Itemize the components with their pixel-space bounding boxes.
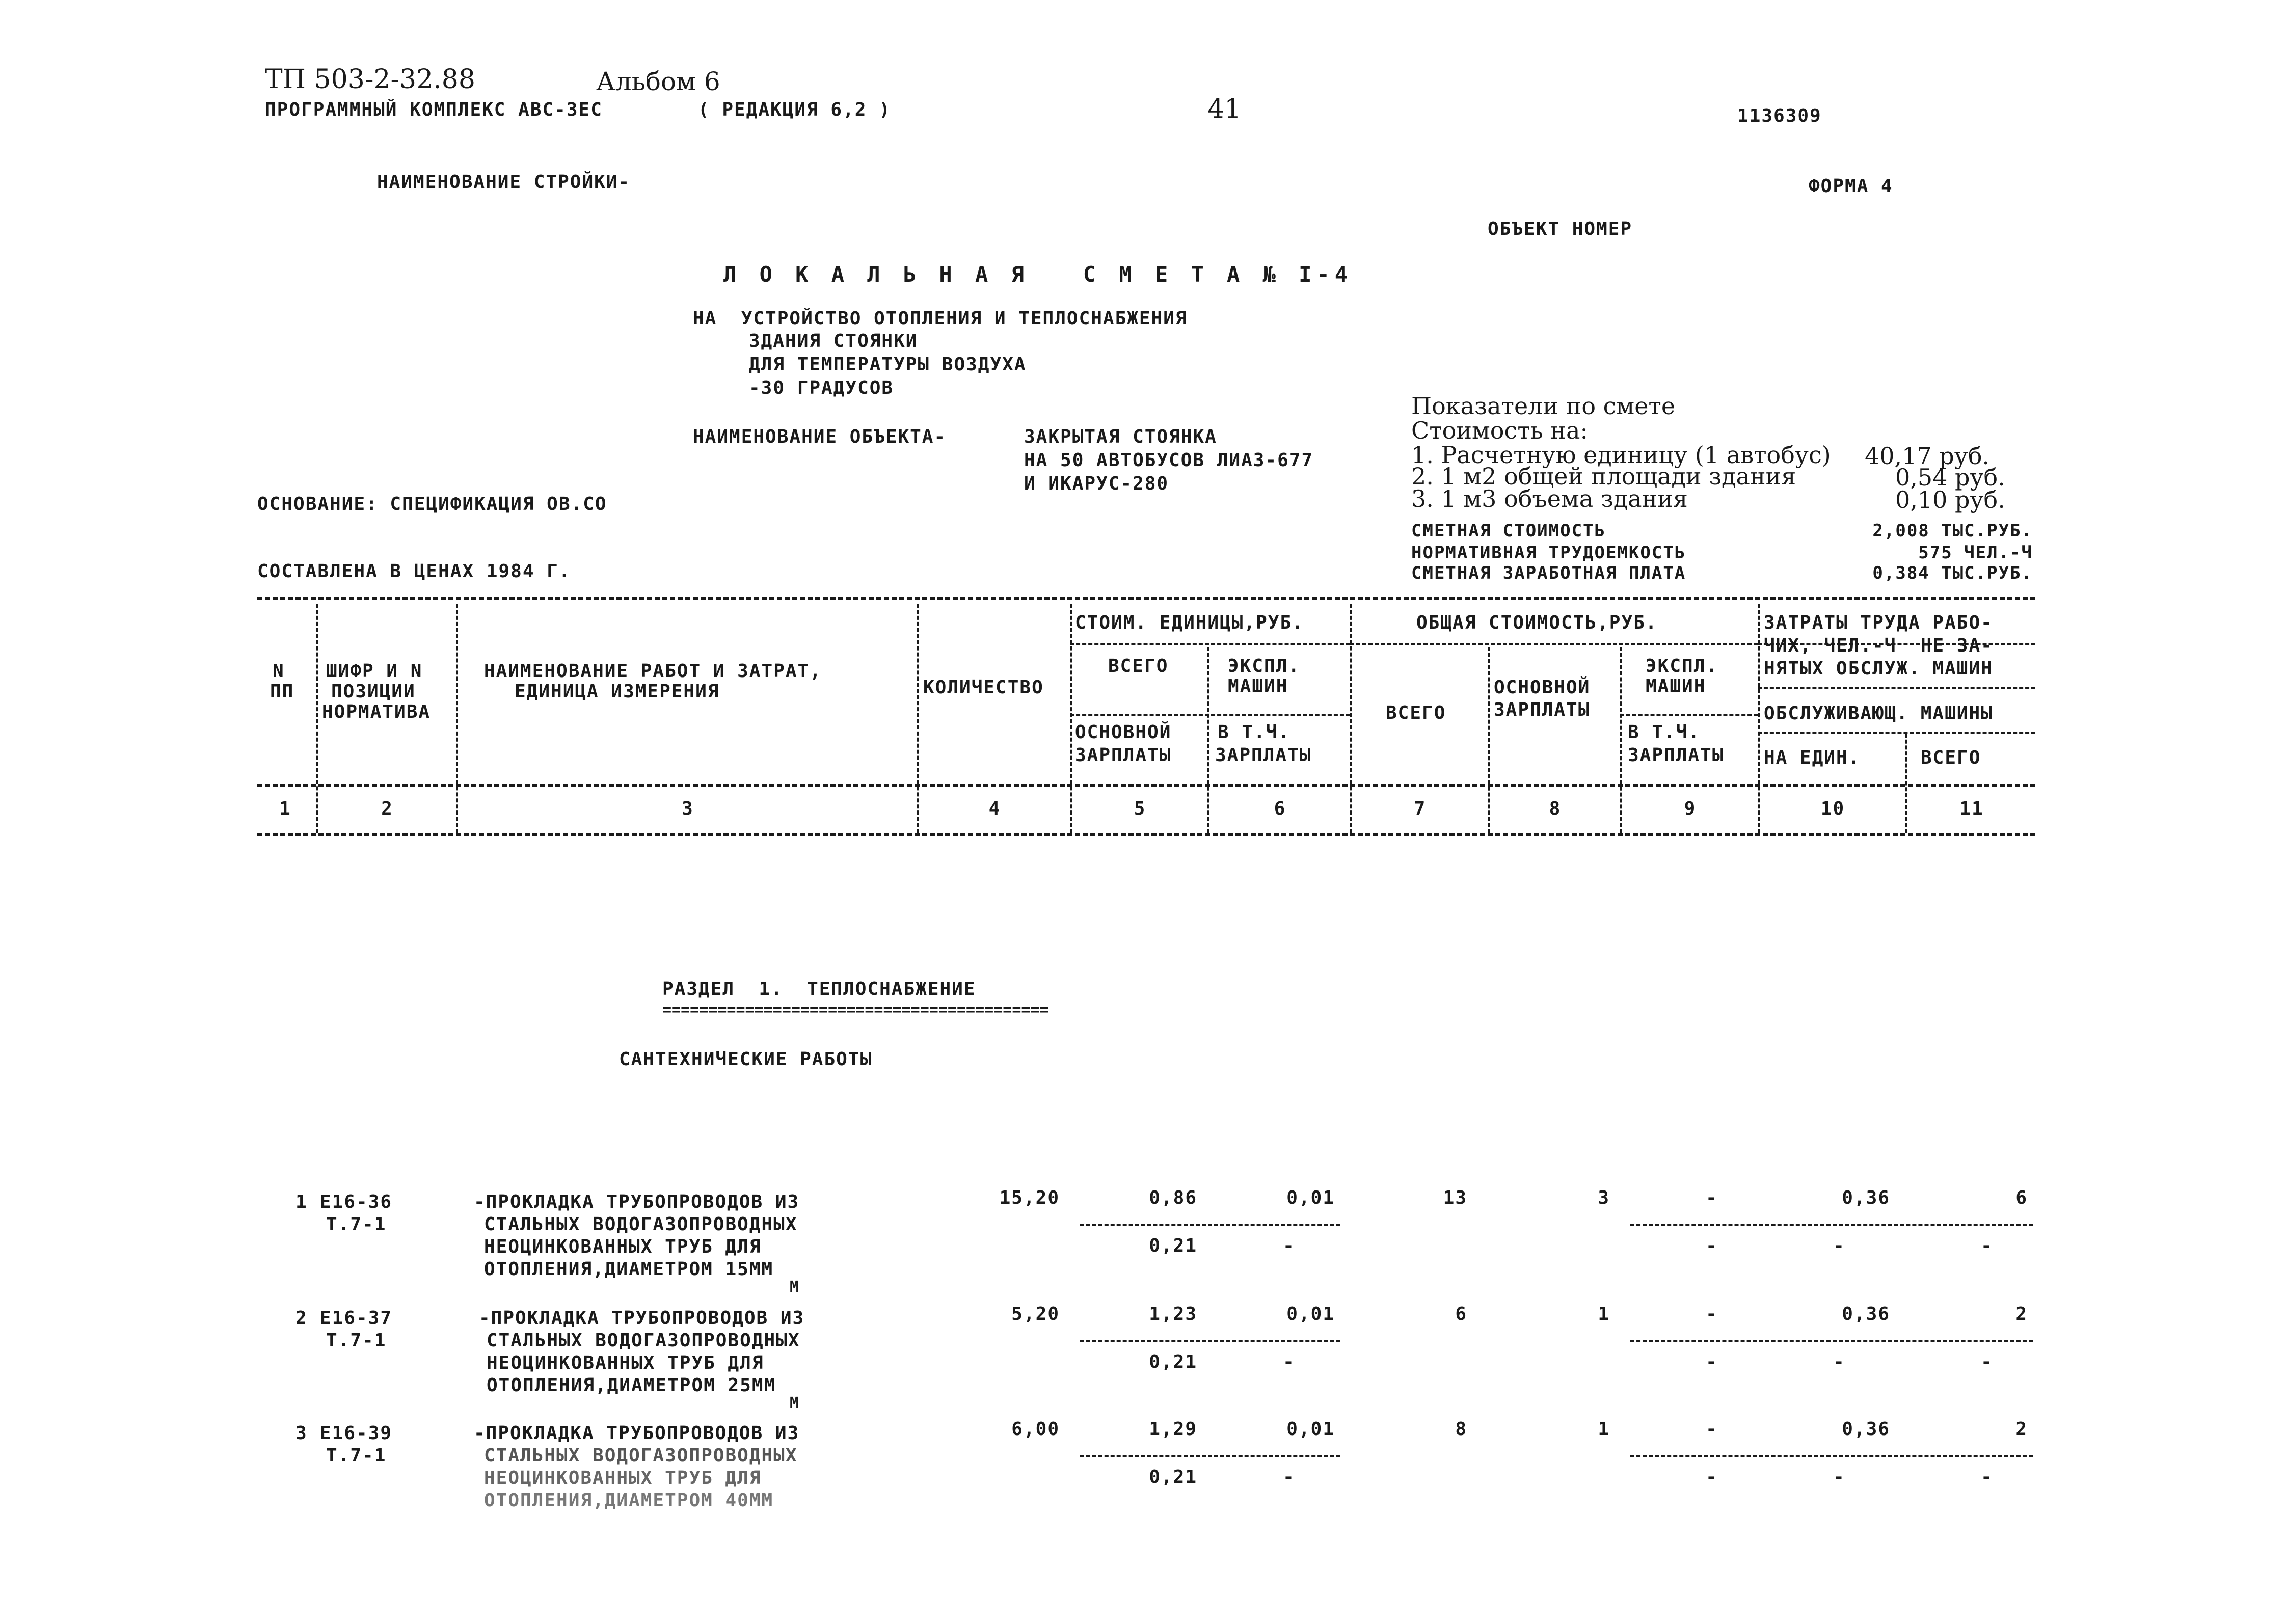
row-labor-unit-b: -: [1833, 1467, 1845, 1487]
col-9-header-4: ЗАРПЛАТЫ: [1628, 745, 1725, 766]
total-cost-group-header: ОБЩАЯ СТОИМОСТЬ,РУБ.: [1416, 612, 1658, 633]
col-number-10: 10: [1820, 798, 1845, 819]
row-split-rule-2: [1630, 1224, 2033, 1226]
program-edition: ( РЕДАКЦИЯ 6,2 ): [698, 99, 891, 120]
row-total-mach: -: [1706, 1304, 1718, 1324]
col-number-2: 2: [381, 798, 393, 819]
row-desc-2: СТАЛЬНЫХ ВОДОГАЗОПРОВОДНЫХ: [487, 1330, 800, 1351]
col-sep-5: [1207, 647, 1209, 833]
construction-name-label: НАИМЕНОВАНИЕ СТРОЙКИ-: [377, 172, 631, 193]
row-quantity: 15,20: [999, 1187, 1060, 1208]
col-number-11: 11: [1959, 798, 1984, 819]
col-10-header: НА ЕДИН.: [1764, 747, 1861, 768]
row-labor-unit-b: -: [1833, 1235, 1845, 1256]
object-name-label: НАИМЕНОВАНИЕ ОБЪЕКТА-: [693, 426, 947, 447]
row-desc-1: -ПРОКЛАДКА ТРУБОПРОВОДОВ ИЗ: [479, 1308, 805, 1329]
mach-wage-mid-rule: [1620, 714, 1758, 716]
estimate-line-2: ЗДАНИЯ СТОЯНКИ: [749, 331, 918, 351]
row-code-2: Т.7-1: [326, 1214, 387, 1235]
col-2-header: ШИФР И N: [326, 661, 423, 682]
row-labor-total-b: -: [1981, 1467, 1993, 1487]
row-desc-4: ОТОПЛЕНИЯ,ДИАМЕТРОМ 15ММ: [484, 1259, 774, 1280]
total-cost-value: 2,008 ТЫС.РУБ.: [1872, 521, 2033, 541]
col-6-header-3: В Т.Ч.: [1218, 722, 1290, 743]
col-number-5: 5: [1134, 798, 1146, 819]
row-labor-total: 2: [2015, 1419, 2028, 1440]
row-desc-3: НЕОЦИНКОВАННЫХ ТРУБ ДЛЯ: [487, 1352, 764, 1373]
row-code: Е16-37: [320, 1308, 393, 1329]
object-name-line-2: НА 50 АВТОБУСОВ ЛИАЗ-677: [1024, 450, 1314, 471]
total-cost-label: СМЕТНАЯ СТОИМОСТЬ: [1411, 521, 1606, 541]
row-unit: М: [790, 1394, 800, 1412]
col-3-header-2: ЕДИНИЦА ИЗМЕРЕНИЯ: [515, 681, 720, 702]
row-unit: М: [790, 1278, 800, 1296]
estimate-line-1: НА УСТРОЙСТВО ОТОПЛЕНИЯ И ТЕПЛОСНАБЖЕНИЯ: [693, 308, 1188, 329]
row-split-rule: [1080, 1340, 1340, 1342]
col-6-header-4: ЗАРПЛАТЫ: [1215, 745, 1312, 766]
row-labor-total-b: -: [1981, 1351, 1993, 1372]
col-9-header-3: В Т.Ч.: [1628, 722, 1701, 743]
object-name-line-1: ЗАКРЫТАЯ СТОЯНКА: [1024, 426, 1217, 447]
row-unit-mach: 0,01: [1286, 1304, 1335, 1324]
section-underline: ==========================================: [662, 1001, 1049, 1019]
object-number-label: ОБЪЕКТ НОМЕР: [1488, 219, 1633, 239]
wages-value: 0,384 ТЫС.РУБ.: [1872, 563, 2033, 583]
row-desc-1: -ПРОКЛАДКА ТРУБОПРОВОДОВ ИЗ: [474, 1423, 800, 1444]
col-6-header-2: МАШИН: [1228, 676, 1288, 697]
col-sep-3: [917, 604, 919, 833]
row-total-wage: 3: [1598, 1187, 1610, 1208]
row-code-2: Т.7-1: [326, 1445, 387, 1466]
row-labor-unit: 0,36: [1842, 1419, 1890, 1440]
indicators-heading: Показатели по смете: [1411, 392, 1676, 420]
row-code: Е16-36: [320, 1192, 393, 1212]
col-number-1: 1: [279, 798, 291, 819]
col-number-4: 4: [988, 798, 1001, 819]
total-cost-group-rule: [1350, 643, 1758, 645]
table-header-bottom-rule: [257, 784, 2035, 787]
row-unit-mach: 0,01: [1286, 1419, 1335, 1440]
row-labor-total: 2: [2015, 1304, 2028, 1324]
row-unit-mach: 0,01: [1286, 1187, 1335, 1208]
row-unit-total: 1,23: [1149, 1304, 1197, 1324]
col-number-3: 3: [682, 798, 694, 819]
col-sep-10: [1905, 734, 1907, 833]
labor-intensity-value: 575 ЧЕЛ.-Ч: [1918, 543, 2033, 563]
doc-number: 1136309: [1737, 105, 1822, 126]
col-sep-6: [1350, 604, 1352, 833]
col-sep-2: [456, 604, 458, 833]
row-split-rule-2: [1630, 1340, 2033, 1342]
labor-mid-rule-1: [1758, 687, 2035, 689]
table-numbers-bottom-rule: [257, 833, 2035, 836]
col-number-6: 6: [1274, 798, 1286, 819]
col-sep-7: [1488, 647, 1490, 833]
row-unit-mach-wage: -: [1283, 1467, 1295, 1487]
col-5-header-2: ОСНОВНОЙ: [1075, 722, 1172, 743]
row-labor-total: 6: [2015, 1187, 2028, 1208]
col-8-header-2: ЗАРПЛАТЫ: [1494, 699, 1591, 720]
unit-cost-group-rule: [1070, 643, 1350, 645]
col-sep-8: [1620, 647, 1622, 833]
indicator-row-1-value: 40,17 руб.: [1865, 442, 1990, 470]
indicator-row-2-value: 0,54 руб.: [1895, 464, 2005, 491]
row-split-rule: [1080, 1455, 1340, 1457]
row-total-mach-wage: -: [1706, 1351, 1718, 1372]
row-desc-2: СТАЛЬНЫХ ВОДОГАЗОПРОВОДНЫХ: [484, 1445, 798, 1466]
col-5-header-3: ЗАРПЛАТЫ: [1075, 745, 1172, 766]
unit-cost-group-header: СТОИМ. ЕДИНИЦЫ,РУБ.: [1075, 612, 1304, 633]
row-desc-4: ОТОПЛЕНИЯ,ДИАМЕТРОМ 40ММ: [484, 1490, 774, 1511]
row-desc-4: ОТОПЛЕНИЯ,ДИАМЕТРОМ 25ММ: [487, 1375, 776, 1396]
row-unit-mach-wage: -: [1283, 1235, 1295, 1256]
unit-cost-mid-rule: [1070, 714, 1350, 716]
doc-code: ТП 503-2-32.88: [265, 64, 475, 95]
object-name-line-3: И ИКАРУС-280: [1024, 473, 1169, 494]
form-label: ФОРМА 4: [1809, 176, 1893, 197]
col-number-7: 7: [1414, 798, 1427, 819]
row-total-wage: 1: [1598, 1419, 1610, 1440]
row-quantity: 6,00: [1011, 1419, 1060, 1440]
wages-label: СМЕТНАЯ ЗАРАБОТНАЯ ПЛАТА: [1411, 563, 1686, 583]
row-total: 6: [1455, 1304, 1467, 1324]
col-7-header: ВСЕГО: [1386, 702, 1446, 723]
estimate-line-3: ДЛЯ ТЕМПЕРАТУРЫ ВОЗДУХА: [749, 354, 1027, 375]
row-unit-mach-wage: -: [1283, 1351, 1295, 1372]
row-total-wage: 1: [1598, 1304, 1610, 1324]
row-number: 3: [295, 1423, 308, 1444]
labor-group-header-2: ЧИХ, ЧЕЛ.-Ч НЕ ЗА-: [1764, 635, 1993, 656]
col-2-header-2: ПОЗИЦИИ: [331, 681, 416, 702]
page-number: 41: [1207, 94, 1242, 124]
row-unit-wage: 0,21: [1149, 1467, 1197, 1487]
labor-intensity-label: НОРМАТИВНАЯ ТРУДОЕМКОСТЬ: [1411, 543, 1686, 563]
row-number: 2: [295, 1308, 308, 1329]
row-total: 13: [1443, 1187, 1467, 1208]
col-3-header: НАИМЕНОВАНИЕ РАБОТ И ЗАТРАТ,: [484, 661, 822, 682]
indicator-row-3-value: 0,10 руб.: [1895, 486, 2005, 513]
row-unit-total: 1,29: [1149, 1419, 1197, 1440]
indicators-cost-label: Стоимость на:: [1411, 417, 1588, 444]
row-unit-wage: 0,21: [1149, 1235, 1197, 1256]
col-2-header-3: НОРМАТИВА: [322, 701, 431, 722]
col-8-header: ОСНОВНОЙ: [1494, 677, 1591, 698]
row-labor-total-b: -: [1981, 1235, 1993, 1256]
row-desc-2: СТАЛЬНЫХ ВОДОГАЗОПРОВОДНЫХ: [484, 1214, 798, 1235]
col-4-header: КОЛИЧЕСТВО: [923, 677, 1044, 698]
col-number-9: 9: [1684, 798, 1697, 819]
col-5-header: ВСЕГО: [1108, 656, 1169, 676]
row-split-rule: [1080, 1224, 1340, 1226]
col-11-header: ВСЕГО: [1921, 747, 1981, 768]
col-6-header: ЭКСПЛ.: [1228, 656, 1301, 676]
row-total: 8: [1455, 1419, 1467, 1440]
indicator-row-3-label: 3. 1 м3 объема здания: [1411, 485, 1688, 512]
col-number-8: 8: [1549, 798, 1562, 819]
indicator-row-2-label: 2. 1 м2 общей площади здания: [1411, 463, 1796, 490]
program-name: ПРОГРАММНЫЙ КОМПЛЕКС АВС-ЗЕС: [265, 99, 603, 120]
row-code: Е16-39: [320, 1423, 393, 1444]
estimate-line-4: -30 ГРАДУСОВ: [749, 377, 894, 398]
labor-group-header: ЗАТРАТЫ ТРУДА РАБО-: [1764, 612, 1993, 633]
estimate-title: Л О К А Л Ь Н А Я С М Е Т А № I-4: [723, 262, 1353, 287]
prices-line: СОСТАВЛЕНА В ЦЕНАХ 1984 Г.: [257, 561, 571, 582]
row-split-rule-2: [1630, 1455, 2033, 1457]
row-labor-unit: 0,36: [1842, 1187, 1890, 1208]
row-labor-unit: 0,36: [1842, 1304, 1890, 1324]
row-code-2: Т.7-1: [326, 1330, 387, 1351]
row-unit-total: 0,86: [1149, 1187, 1197, 1208]
row-total-mach: -: [1706, 1187, 1718, 1208]
section-title: РАЗДЕЛ 1. ТЕПЛОСНАБЖЕНИЕ: [662, 979, 976, 999]
labor-group-header-4: ОБСЛУЖИВАЮЩ. МАШИНЫ: [1764, 703, 1993, 724]
table-top-rule: [257, 597, 2035, 600]
col-1-header: N: [273, 661, 285, 682]
row-desc-3: НЕОЦИНКОВАННЫХ ТРУБ ДЛЯ: [484, 1468, 762, 1488]
col-sep-1: [316, 604, 318, 833]
col-9-header: ЭКСПЛ.: [1646, 656, 1718, 676]
labor-group-header-3: НЯТЫХ ОБСЛУЖ. МАШИН: [1764, 658, 1993, 679]
row-total-mach-wage: -: [1706, 1467, 1718, 1487]
row-quantity: 5,20: [1011, 1304, 1060, 1324]
row-desc-3: НЕОЦИНКОВАННЫХ ТРУБ ДЛЯ: [484, 1236, 762, 1257]
section-subtitle: САНТЕХНИЧЕСКИЕ РАБОТЫ: [619, 1049, 873, 1070]
col-sep-4: [1070, 604, 1072, 833]
col-1-header-2: ПП: [270, 681, 294, 702]
row-number: 1: [295, 1192, 308, 1212]
row-labor-unit-b: -: [1833, 1351, 1845, 1372]
row-total-mach: -: [1706, 1419, 1718, 1440]
row-unit-wage: 0,21: [1149, 1351, 1197, 1372]
album-label: Альбом 6: [596, 67, 720, 96]
labor-mid-rule-2: [1758, 732, 2035, 734]
basis-line: ОСНОВАНИЕ: СПЕЦИФИКАЦИЯ ОВ.СО: [257, 494, 607, 515]
col-sep-9: [1758, 604, 1760, 833]
row-total-mach-wage: -: [1706, 1235, 1718, 1256]
col-9-header-2: МАШИН: [1646, 676, 1706, 697]
row-desc-1: -ПРОКЛАДКА ТРУБОПРОВОДОВ ИЗ: [474, 1192, 800, 1212]
indicator-row-1-label: 1. Расчетную единицу (1 автобус): [1411, 441, 1831, 469]
